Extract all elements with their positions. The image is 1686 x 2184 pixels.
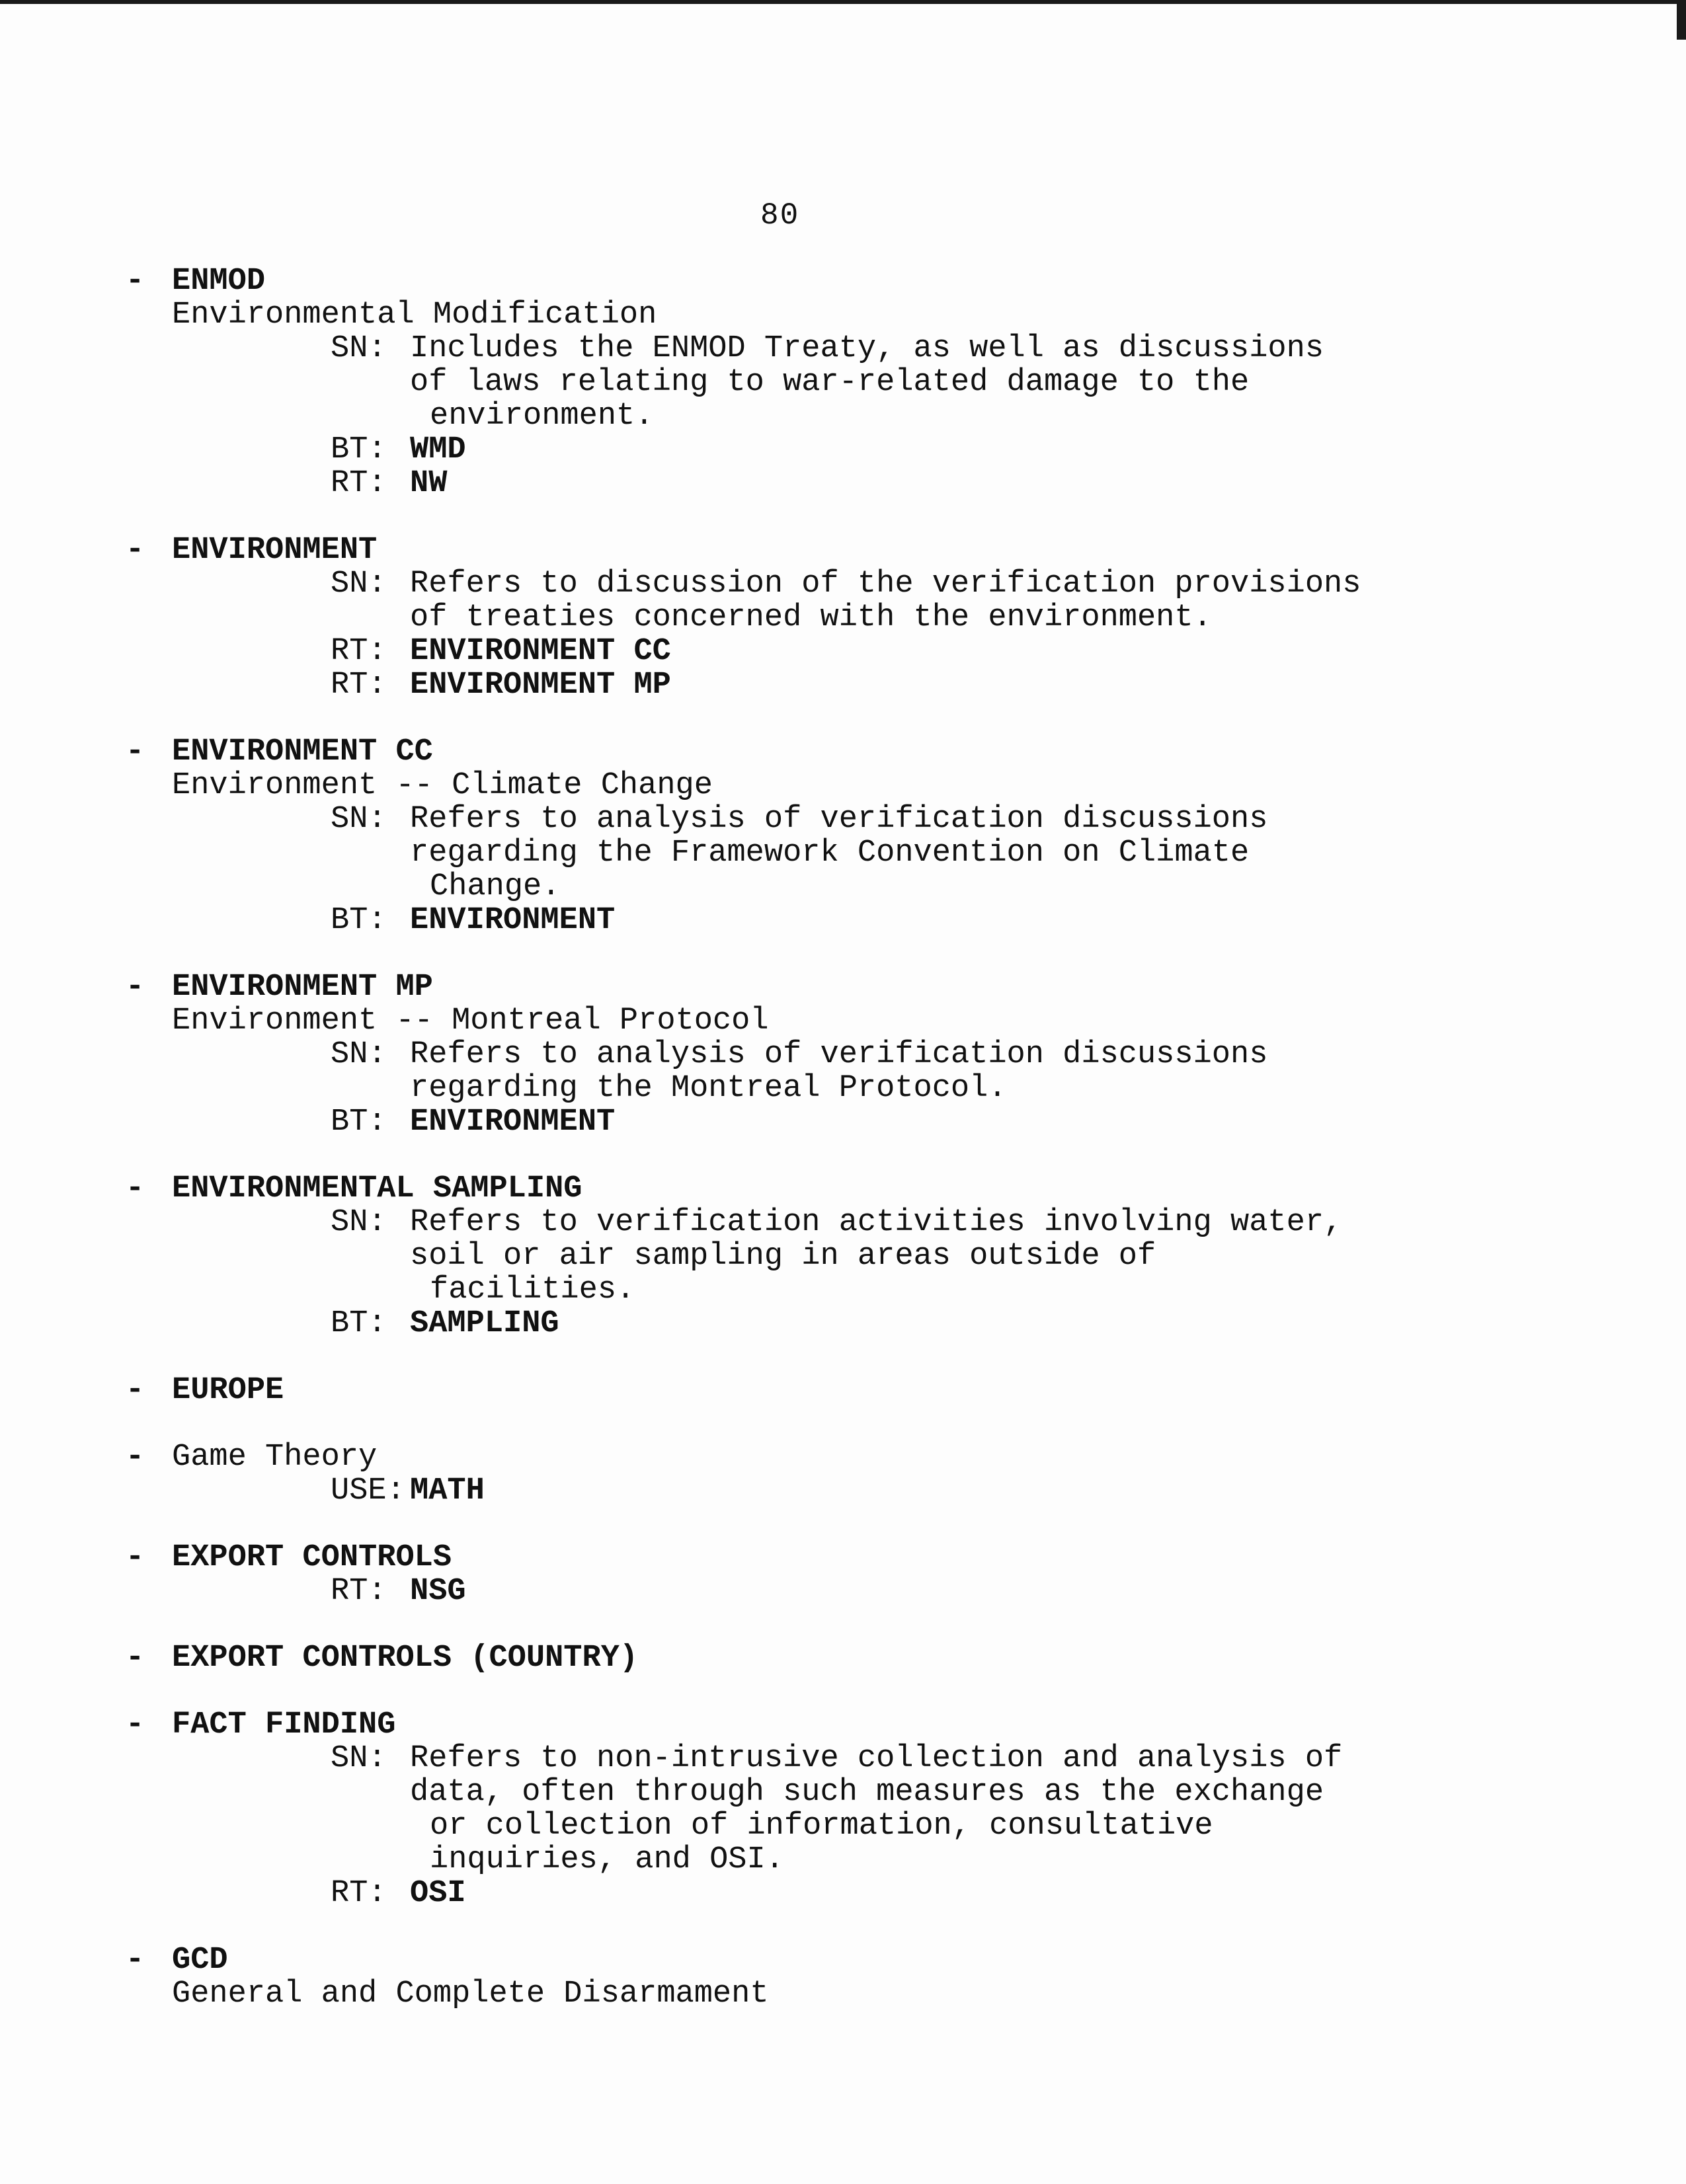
- related-term: MATH: [410, 1473, 485, 1508]
- field-label: BT:: [331, 432, 387, 467]
- entry-term: EXPORT CONTROLS (COUNTRY): [172, 1641, 639, 1676]
- field-label: SN:: [331, 331, 387, 366]
- relation-field: [126, 668, 1580, 702]
- thesaurus-entry: [126, 1172, 1580, 1341]
- entry-expansion: General and Complete Disarmament: [172, 1976, 769, 2011]
- entry-expansion: Environmental Modification: [172, 297, 657, 332]
- scope-note-text: Refers to discussion of the verification provisions: [410, 566, 1361, 602]
- related-term: ENVIRONMENT: [410, 1105, 616, 1140]
- entry-dash: -: [126, 1171, 145, 1206]
- entry-expansion: Environment -- Montreal Protocol: [172, 1003, 769, 1038]
- entry-term: ENMOD: [172, 264, 266, 299]
- entry-heading: [126, 1374, 1580, 1407]
- field-label: RT:: [331, 1574, 387, 1609]
- entry-heading: [126, 533, 1580, 567]
- entry-heading: [126, 1641, 1580, 1675]
- relation-field: [126, 467, 1580, 500]
- related-term: SAMPLING: [410, 1306, 559, 1341]
- scope-note-text: Refers to analysis of verification discussions: [410, 1037, 1268, 1072]
- relation-field: [126, 904, 1580, 937]
- thesaurus-entry: [126, 533, 1580, 702]
- thesaurus-entry: [126, 1641, 1580, 1675]
- relation-field: [126, 635, 1580, 668]
- field-label: RT:: [331, 668, 387, 703]
- entry-heading: [126, 1708, 1580, 1742]
- related-term: NW: [410, 466, 448, 501]
- entry-dash: -: [126, 970, 145, 1005]
- scope-note-text: Refers to verification activities involving water,: [410, 1205, 1343, 1240]
- entry-dash: -: [126, 1373, 145, 1408]
- entry-dash: -: [126, 1540, 145, 1575]
- scope-note-continuation: or collection of information, consultative: [430, 1809, 1213, 1844]
- entry-dash: -: [126, 1943, 145, 1978]
- field-label: SN:: [331, 1205, 387, 1240]
- relation-field: [126, 1474, 1580, 1508]
- scope-note: [126, 1206, 1580, 1239]
- entry-dash: -: [126, 1440, 145, 1475]
- entry-term: ENVIRONMENT MP: [172, 970, 433, 1005]
- field-label: SN:: [331, 802, 387, 837]
- field-label: RT:: [331, 1876, 387, 1911]
- field-label: USE:: [331, 1473, 405, 1508]
- thesaurus-entry: [126, 1708, 1580, 1910]
- thesaurus-entry: [126, 970, 1580, 1139]
- top-border: [0, 0, 1686, 4]
- relation-field: [126, 1575, 1580, 1608]
- relation-field: [126, 1307, 1580, 1341]
- field-label: BT:: [331, 903, 387, 938]
- entry-heading: [126, 1541, 1580, 1575]
- related-term: ENVIRONMENT: [410, 903, 616, 938]
- entry-heading: [126, 1440, 1580, 1474]
- thesaurus-entry: [126, 1440, 1580, 1508]
- scope-note-continuation: of treaties concerned with the environment.: [410, 600, 1212, 635]
- entry-dash: -: [126, 264, 145, 299]
- entry-dash: -: [126, 734, 145, 769]
- entry-term: ENVIRONMENTAL SAMPLING: [172, 1171, 582, 1206]
- scope-note: [126, 332, 1580, 366]
- thesaurus-entry: [126, 1374, 1580, 1407]
- page-number: 80: [760, 198, 800, 233]
- entry-expansion: Environment -- Climate Change: [172, 768, 713, 803]
- relation-field: [126, 1105, 1580, 1139]
- entry-term: Game Theory: [172, 1440, 378, 1475]
- relation-field: [126, 433, 1580, 467]
- scope-note-continuation: Change.: [430, 869, 561, 904]
- related-term: NSG: [410, 1574, 466, 1609]
- thesaurus-entries: [126, 264, 1580, 2044]
- entry-heading: [126, 970, 1580, 1004]
- entry-heading: [126, 1172, 1580, 1206]
- edge-mark: [1677, 0, 1686, 40]
- scope-note-continuation: soil or air sampling in areas outside of: [410, 1239, 1156, 1274]
- entry-term: GCD: [172, 1943, 228, 1978]
- scope-note-text: Includes the ENMOD Treaty, as well as discussions: [410, 331, 1324, 366]
- field-label: SN:: [331, 566, 387, 602]
- thesaurus-entry: [126, 1541, 1580, 1608]
- thesaurus-entry: [126, 264, 1580, 500]
- scope-note-continuation: environment.: [430, 399, 654, 434]
- scope-note: [126, 1038, 1580, 1072]
- field-label: SN:: [331, 1037, 387, 1072]
- field-label: BT:: [331, 1306, 387, 1341]
- entry-dash: -: [126, 1707, 145, 1742]
- related-term: ENVIRONMENT CC: [410, 634, 671, 669]
- entry-dash: -: [126, 1641, 145, 1676]
- scope-note-continuation: regarding the Montreal Protocol.: [410, 1071, 1007, 1106]
- entry-heading: [126, 264, 1580, 298]
- scope-note-continuation: inquiries, and OSI.: [430, 1842, 784, 1877]
- entry-term: EUROPE: [172, 1373, 284, 1408]
- scope-note-continuation: of laws relating to war-related damage to the: [410, 365, 1250, 400]
- entry-dash: -: [126, 533, 145, 568]
- entry-heading: [126, 735, 1580, 769]
- field-label: BT:: [331, 1105, 387, 1140]
- related-term: OSI: [410, 1876, 466, 1911]
- thesaurus-entry: [126, 735, 1580, 937]
- related-term: ENVIRONMENT MP: [410, 668, 671, 703]
- field-label: SN:: [331, 1741, 387, 1776]
- scope-note-continuation: data, often through such measures as the exchange: [410, 1775, 1324, 1810]
- thesaurus-entry: [126, 1943, 1580, 2011]
- entry-term: ENVIRONMENT CC: [172, 734, 433, 769]
- entry-term: ENVIRONMENT: [172, 533, 378, 568]
- scope-note: [126, 1742, 1580, 1775]
- relation-field: [126, 1877, 1580, 1910]
- related-term: WMD: [410, 432, 466, 467]
- scope-note-continuation: facilities.: [430, 1272, 635, 1307]
- scope-note-text: Refers to non-intrusive collection and analysis of: [410, 1741, 1343, 1776]
- field-label: RT:: [331, 634, 387, 669]
- scope-note: [126, 802, 1580, 836]
- entry-term: FACT FINDING: [172, 1707, 396, 1742]
- scope-note-text: Refers to analysis of verification discussions: [410, 802, 1268, 837]
- field-label: RT:: [331, 466, 387, 501]
- entry-term: EXPORT CONTROLS: [172, 1540, 452, 1575]
- scope-note: [126, 567, 1580, 601]
- scope-note-continuation: regarding the Framework Convention on Climate: [410, 836, 1250, 871]
- entry-heading: [126, 1943, 1580, 1977]
